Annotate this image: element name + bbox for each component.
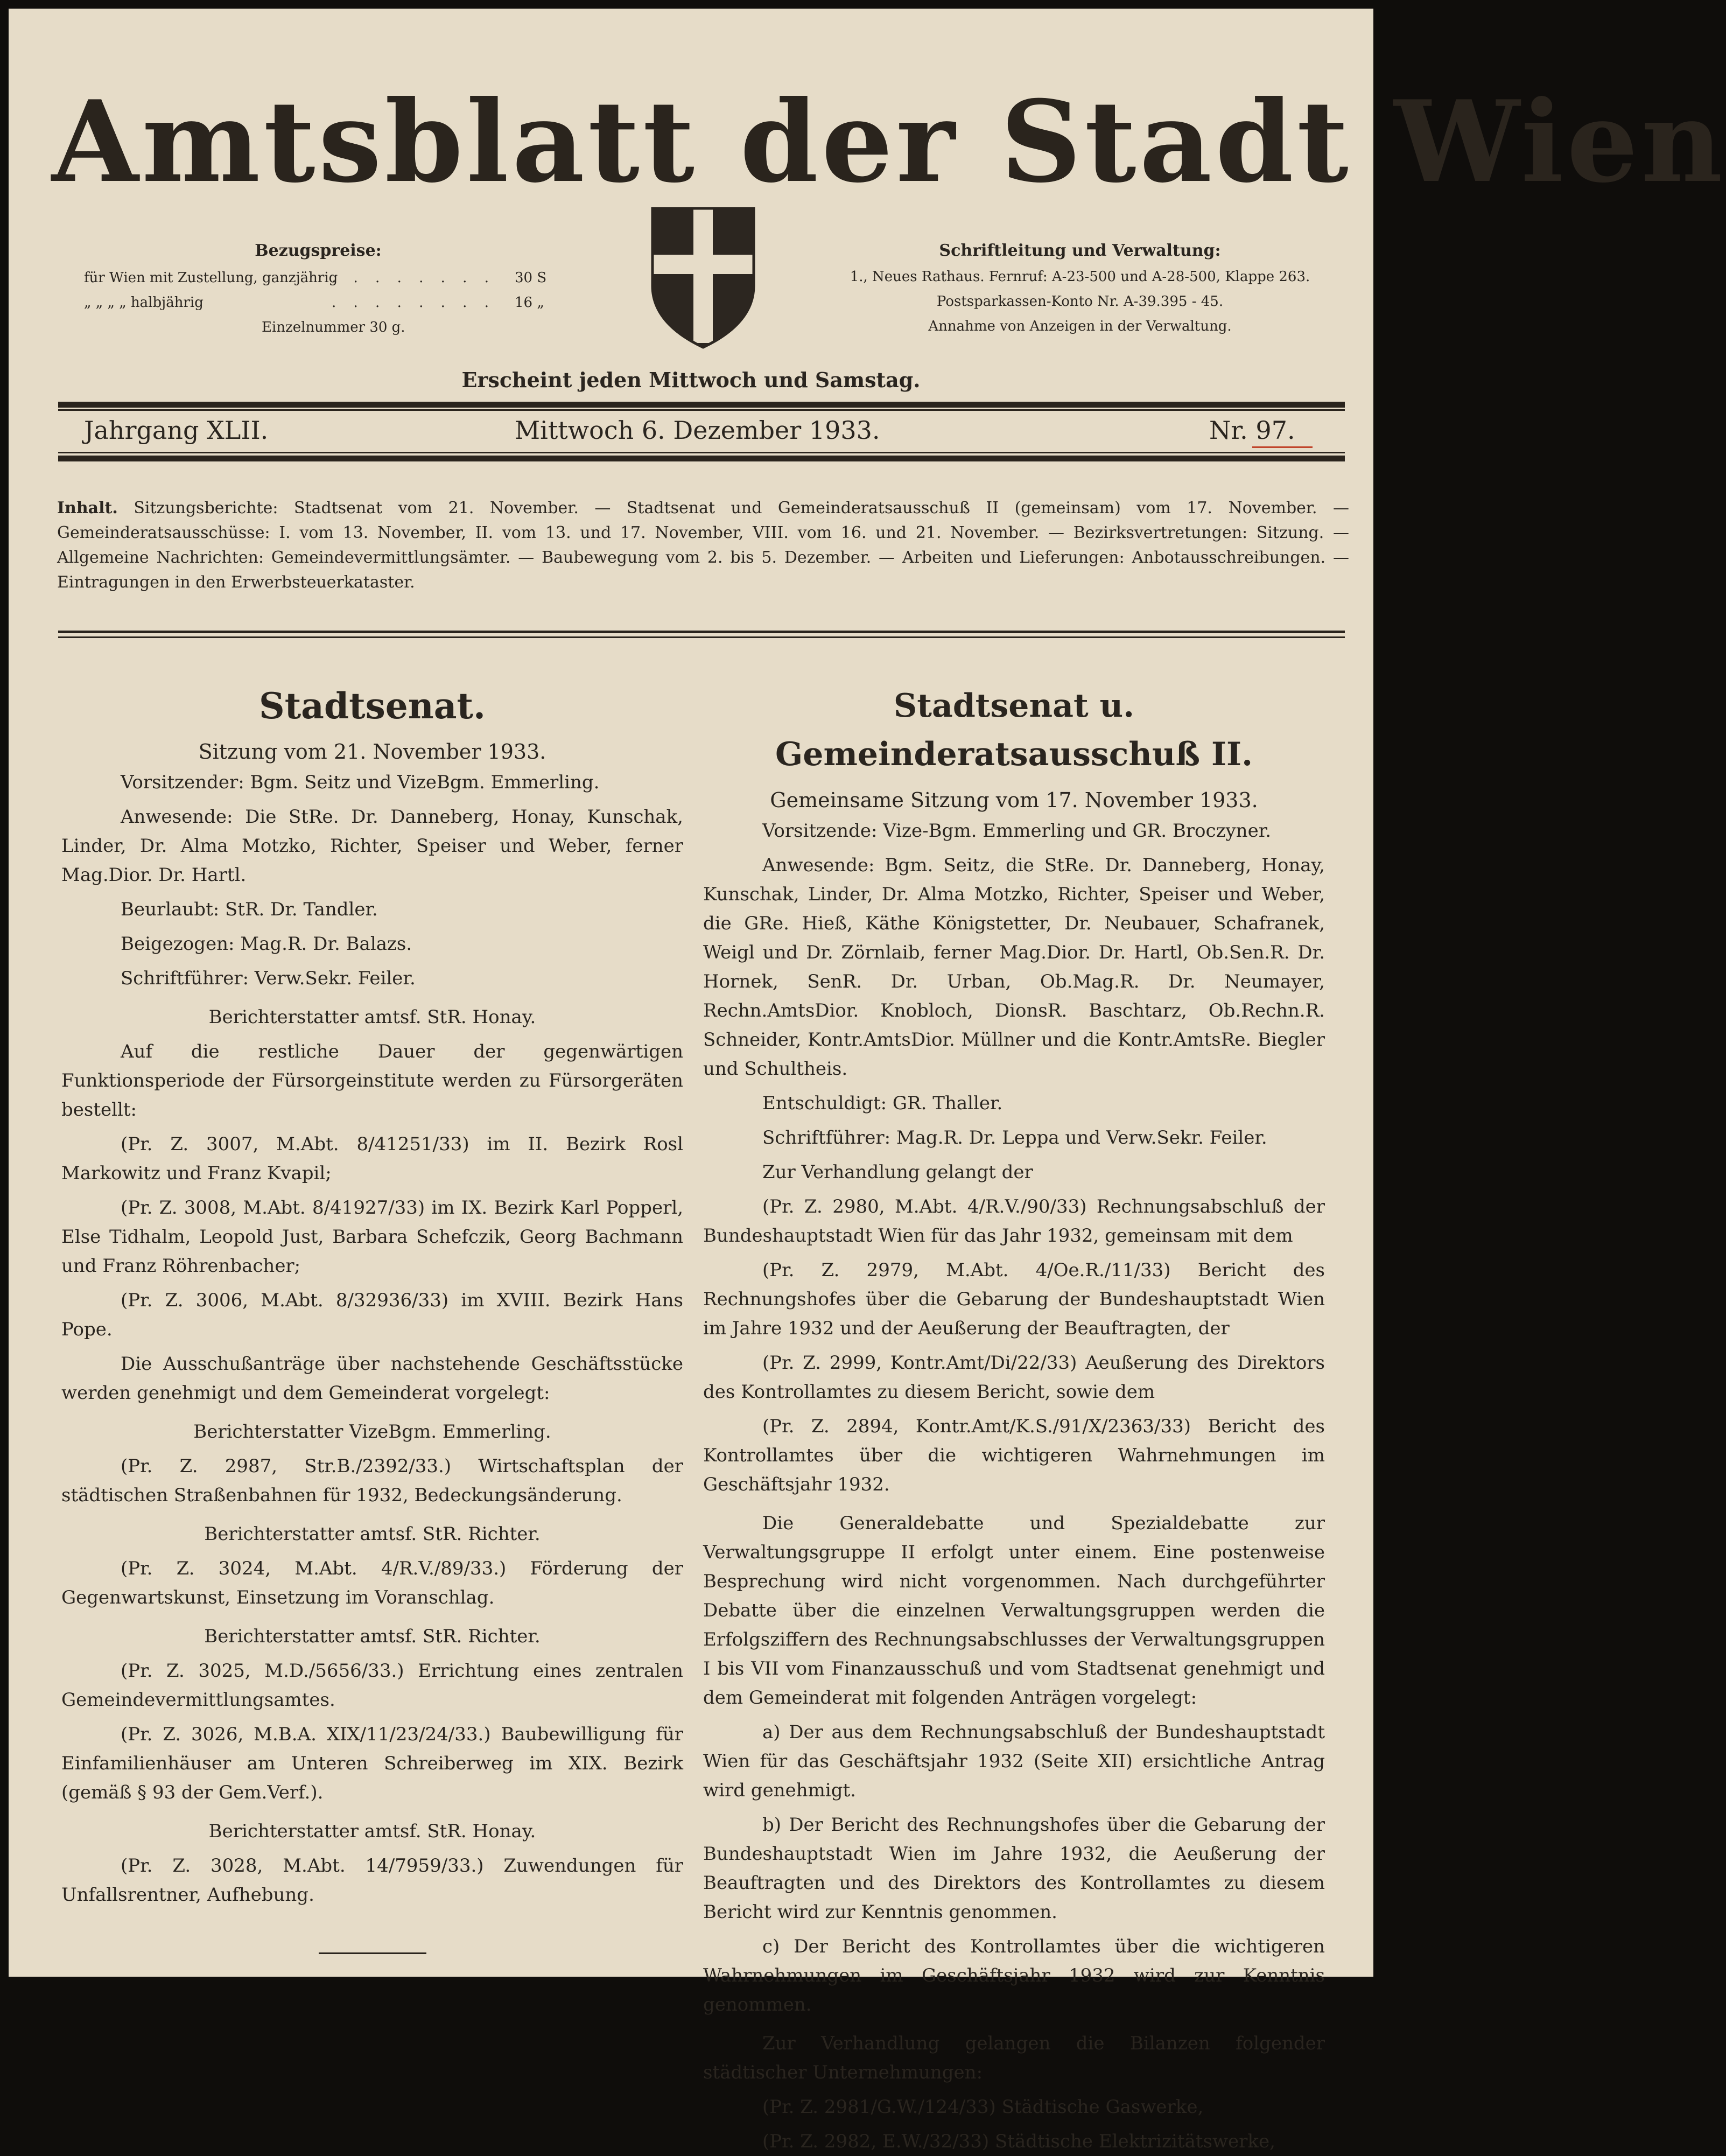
toc-label: Inhalt. xyxy=(57,499,118,517)
left-column xyxy=(61,682,683,1954)
rapporteur-line: Berichterstatter amtsf. StR. Richter. xyxy=(204,1523,541,1545)
table-of-contents xyxy=(57,496,1349,595)
toc-text: Sitzungsberichte: Stadtsenat vom 21. November. — Stadtsenat und Gemeinderatsausschuß II (gemeinsam) vom 17. November. — Gemeinderatsausschüsse: I. vom 13. November, II. vom 13. und 17. November, VIII. vom 16. und 21. November. — Bezirksvertretungen: Sitzung. — Allgemeine Nachrichten: Gemeindevermittlungsämter. — Baubewegung vom 2. bis 5. Dezember. — Arbeiten und Lieferungen: Anbotausschreibungen. — Eintragungen in den Erwerbsteuerkataster. xyxy=(57,499,1349,592)
edition-row xyxy=(84,411,1322,449)
subscription-line-1-value: 30 S xyxy=(515,270,547,286)
editorial-line-1: 1., Neues Rathaus. Fernruf: A-23-500 und A-28-500, Klappe 263. xyxy=(850,269,1310,285)
paragraph: Vorsitzende: Vize-Bgm. Emmerling und GR. Broczyner. xyxy=(762,820,1272,842)
right-heading: Stadtsenat u. Gemeinderatsausschuß II. xyxy=(775,687,1253,773)
edition-year: Jahrgang XLII. xyxy=(84,416,269,445)
paragraph: b) Der Bericht des Rechnungshofes über die Gebarung der Bundeshauptstadt Wien im Jahre 1932, die Aeußerung der Beauftragten und des Direktors des Kontrollamtes zu diesem Bericht wird zur Kenntnis genommen. xyxy=(703,1814,1325,1923)
subscription-line-3: Einzelnummer 30 g. xyxy=(262,319,405,335)
paragraph: (Pr. Z. 2987, Str.B./2392/33.) Wirtschaftsplan der städtischen Straßenbahnen für 1932, Bedeckungsänderung. xyxy=(61,1455,683,1506)
number-underline xyxy=(1252,446,1313,448)
paragraph: Vorsitzender: Bgm. Seitz und VizeBgm. Emmerling. xyxy=(121,772,600,793)
paragraph: a) Der aus dem Rechnungsabschluß der Bundeshauptstadt Wien für das Geschäftsjahr 1932 (Seite XII) ersichtliche Antrag wird genehmigt. xyxy=(703,1721,1325,1801)
paragraph: Schriftführer: Mag.R. Dr. Leppa und Verw.Sekr. Feiler. xyxy=(762,1127,1267,1149)
paragraph: (Pr. Z. 2982, E.W./32/33) Städtische Elektrizitätswerke, xyxy=(762,2131,1275,2152)
paragraph: Beurlaubt: StR. Dr. Tandler. xyxy=(121,899,378,920)
paragraph: Die Generaldebatte und Spezialdebatte zur Verwaltungsgruppe II erfolgt unter einem. Eine postenweise Besprechung wird nicht vorgenommen. Nach durchgeführter Debatte über die einzelnen Verwaltungsgruppen werden die Erfolgsziffern des Rechnungsabschlusses der Verwaltungsgruppen I bis VII vom Finanzausschuß und vom Stadtsenat genehmigt und dem Gemeinderat mit folgenden Anträgen vorgelegt: xyxy=(703,1513,1325,1709)
rapporteur-line: Berichterstatter amtsf. StR. Richter. xyxy=(204,1626,541,1647)
paragraph: (Pr. Z. 3025, M.D./5656/33.) Errichtung eines zentralen Gemeindevermittlungsamtes. xyxy=(61,1660,683,1711)
rule-mid-thin xyxy=(58,452,1345,453)
subscription-line-1: für Wien mit Zustellung, ganzjährig . . . . . . . . 30 S xyxy=(84,264,552,289)
rule-contents-thick xyxy=(58,631,1345,633)
paragraph: (Pr. Z. 2999, Kontr.Amt/Di/22/33) Aeußerung des Direktors des Kontrollamtes zu diesem Bericht, sowie dem xyxy=(703,1352,1325,1403)
editorial-block xyxy=(838,237,1322,339)
right-column xyxy=(703,682,1325,2156)
rule-contents-thin xyxy=(58,636,1345,638)
paragraph: (Pr. Z. 3026, M.B.A. XIX/11/23/24/33.) Baubewilligung für Einfamilienhäuser am Unteren Schreiberweg im XIX. Bezirk (gemäß § 93 der Gem.Verf.). xyxy=(61,1724,683,1803)
paragraph: Anwesende: Bgm. Seitz, die StRe. Dr. Danneberg, Honay, Kunschak, Linder, Dr. Alma Motzko, Richter, Speiser und Weber, die GRe. Hieß, Käthe Königstetter, Dr. Neubauer, Schafranek, Weigl und Dr. Zörnlaib, ferner Mag.Dior. Dr. Hartl, Ob.Sen.R. Dr. Hornek, SenR. Dr. Urban, Ob.Mag.R. Dr. Neumayer, Rechn.AmtsDior. Knobloch, DionsR. Baschtarz, Ob.Rechn.R. Schneider, Kontr.AmtsDior. Müllner und die Kontr.AmtsRe. Biegler und Schultheis. xyxy=(703,855,1325,1080)
subscription-line-2-value: 16 „ xyxy=(515,295,544,311)
edition-number: Nr. 97. xyxy=(1209,416,1295,445)
paragraph: Entschuldigt: GR. Thaller. xyxy=(762,1093,1003,1114)
rapporteur-line: Berichterstatter VizeBgm. Emmerling. xyxy=(193,1421,551,1443)
subscription-line-2-label: „ „ „ „ halbjährig xyxy=(84,295,204,311)
paragraph: (Pr. Z. 3008, M.Abt. 8/41927/33) im IX. Bezirk Karl Popperl, Else Tidhalm, Leopold Just, Barbara Schefczik, Georg Bachmann und Franz Röhrenbacher; xyxy=(61,1197,683,1277)
paragraph: (Pr. Z. 2981/G.W./124/33) Städtische Gaswerke, xyxy=(762,2096,1204,2118)
edition-date: Mittwoch 6. Dezember 1933. xyxy=(515,416,880,445)
subscription-line-1-label: für Wien mit Zustellung, ganzjährig xyxy=(84,270,338,286)
editorial-line-3: Annahme von Anzeigen in der Verwaltung. xyxy=(928,318,1232,334)
rule-mid-thick xyxy=(58,456,1345,461)
paragraph: Zur Verhandlung gelangt der xyxy=(762,1161,1033,1183)
paragraph: (Pr. Z. 2894, Kontr.Amt/K.S./91/X/2363/33) Bericht des Kontrollamtes über die wichtigeren Wahrnehmungen im Geschäftsjahr 1932. xyxy=(703,1416,1325,1495)
left-session: Sitzung vom 21. November 1933. xyxy=(198,740,546,764)
rule-top-thin xyxy=(58,409,1345,411)
right-session: Gemeinsame Sitzung vom 17. November 1933. xyxy=(770,788,1258,812)
paragraph: Schriftführer: Verw.Sekr. Feiler. xyxy=(121,968,416,989)
paragraph: Beigezogen: Mag.R. Dr. Balazs. xyxy=(121,933,412,955)
subscription-block xyxy=(84,237,552,341)
masthead-title: Amtsblatt der Stadt Wien xyxy=(52,76,1726,208)
rule-top-thick xyxy=(58,402,1345,408)
paragraph: (Pr. Z. 3028, M.Abt. 14/7959/33.) Zuwendungen für Unfallsrentner, Aufhebung. xyxy=(61,1855,683,1906)
paragraph: Anwesende: Die StRe. Dr. Danneberg, Honay, Kunschak, Linder, Dr. Alma Motzko, Richter, Speiser und Weber, ferner Mag.Dior. Dr. Hartl. xyxy=(61,806,683,886)
paragraph: (Pr. Z. 2979, M.Abt. 4/Oe.R./11/33) Bericht des Rechnungshofes über die Gebarung der Bundeshauptstadt Wien im Jahre 1932 und der Aeußerung der Beauftragten, der xyxy=(703,1259,1325,1339)
paragraph: Die Ausschußanträge über nachstehende Geschäftsstücke werden genehmigt und dem Gemeinderat vorgelegt: xyxy=(61,1353,683,1404)
subscription-line-2: „ „ „ „ halbjährig . . . . . . . . 16 „ xyxy=(84,289,552,314)
paragraph: Auf die restliche Dauer der gegenwärtigen Funktionsperiode der Fürsorgeinstitute werden zu Fürsorgeräten bestellt: xyxy=(61,1041,683,1121)
vienna-coat-of-arms-icon xyxy=(649,205,757,351)
editorial-heading: Schriftleitung und Verwaltung: xyxy=(939,241,1221,260)
paragraph: c) Der Bericht des Kontrollamtes über die wichtigeren Wahrnehmungen im Geschäftsjahr 1932 wird zur Kenntnis genommen. xyxy=(703,1936,1325,2015)
rapporteur-line: Berichterstatter amtsf. StR. Honay. xyxy=(208,1006,536,1028)
newspaper-page xyxy=(9,9,1726,2152)
paragraph: (Pr. Z. 3007, M.Abt. 8/41251/33) im II. Bezirk Rosl Markowitz und Franz Kvapil; xyxy=(61,1133,683,1184)
column-end-rule xyxy=(319,1952,426,1954)
rapporteur-line: Berichterstatter amtsf. StR. Honay. xyxy=(208,1821,536,1842)
editorial-line-2: Postsparkassen-Konto Nr. A-39.395 - 45. xyxy=(936,293,1224,310)
left-heading: Stadtsenat. xyxy=(259,685,486,727)
paragraph: (Pr. Z. 3024, M.Abt. 4/R.V./89/33.) Förderung der Gegenwartskunst, Einsetzung im Voranschlag. xyxy=(61,1558,683,1608)
paragraph: (Pr. Z. 3006, M.Abt. 8/32936/33) im XVIII. Bezirk Hans Pope. xyxy=(61,1290,683,1340)
paragraph: (Pr. Z. 2980, M.Abt. 4/R.V./90/33) Rechnungsabschluß der Bundeshauptstadt Wien für das Jahr 1932, gemeinsam mit dem xyxy=(703,1196,1325,1247)
paragraph: Zur Verhandlung gelangen die Bilanzen folgender städtischer Unternehmungen: xyxy=(703,2033,1325,2083)
publication-note: Erscheint jeden Mittwoch und Samstag. xyxy=(461,368,921,392)
subscription-heading: Bezugspreise: xyxy=(255,241,382,260)
